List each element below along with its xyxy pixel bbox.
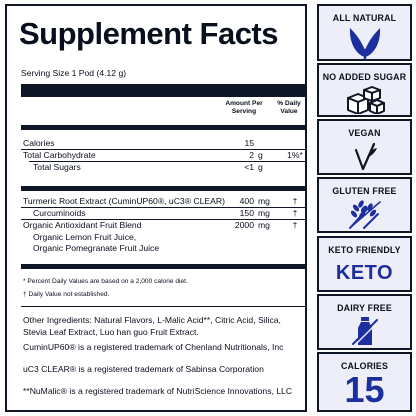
calories-value: 15 [344, 369, 385, 410]
sugar-cubes-icon [319, 86, 410, 112]
other-ingredients: Other Ingredients: Natural Flavors, L-Malic Acid**, Citric Acid, Silica, Stevia Leaf Extract, Luo han guo Fruit Extract. [23, 315, 281, 337]
fact-amount: 2000 [234, 220, 254, 230]
blend-item: Organic Lemon Fruit Juice, [33, 232, 137, 242]
wheat-icon [319, 200, 410, 228]
badge-vegan [317, 119, 412, 175]
badge-no-added-sugar [317, 63, 412, 117]
medium-rule [21, 264, 305, 269]
badge-label: NO ADDED SUGAR [322, 72, 407, 82]
fact-row-total-carbohydrate [7, 150, 307, 160]
keto-text [319, 260, 410, 287]
footnote-not-established: † Daily Value not established. [23, 291, 110, 298]
trademark-cuminup60: CuminUP60® is a registered trademark of Chenland Nutritionals, Inc [23, 342, 284, 352]
medium-rule [21, 186, 305, 191]
fact-unit: g [258, 162, 263, 172]
fact-label: Total Sugars [33, 162, 81, 172]
fact-row-calories [7, 138, 307, 148]
sprout-icon [319, 142, 410, 170]
badge-label: KETO FRIENDLY [328, 245, 401, 255]
fact-dv: † [292, 208, 298, 218]
fact-amount: <1 [244, 162, 254, 172]
fact-amount: 400 [239, 196, 254, 206]
fact-amount: 150 [239, 208, 254, 218]
fact-dv: † [292, 196, 298, 206]
badge-keto-friendly [317, 236, 412, 292]
thin-rule [21, 306, 305, 307]
supplement-facts-panel [5, 4, 307, 412]
blend-item: Organic Pomegranate Fruit Juice [33, 243, 160, 253]
keto-word: KETO [335, 262, 394, 284]
fact-amount: 2 [249, 150, 254, 160]
leaf-icon [319, 27, 410, 56]
trademark-uc3-clear: uC3 CLEAR® is a registered trademark of Sabinsa Corporation [23, 364, 264, 374]
fact-unit: mg [258, 220, 270, 230]
fact-row-total-sugars [7, 162, 307, 172]
fact-label: Calories [23, 138, 55, 148]
panel-title: Supplement Facts [19, 16, 278, 51]
daily-value-header: % Daily Value [277, 100, 301, 115]
badge-label: VEGAN [348, 128, 381, 138]
badge-calories [317, 352, 412, 412]
footnote-daily-values: * Percent Daily Values are based on a 2,000 calorie diet. [23, 278, 188, 285]
fact-row-antioxidant-fruit-blend [7, 220, 307, 230]
calories-number [319, 369, 410, 410]
serving-size: Serving Size 1 Pod (4.12 g) [21, 68, 127, 78]
thick-rule [21, 84, 305, 97]
badge-dairy-free [317, 294, 412, 350]
badge-all-natural [317, 4, 412, 61]
fact-unit: mg [258, 208, 270, 218]
trademark-numalic: **NuMalic® is a registered trademark of NutriScience Innovations, LLC [23, 386, 293, 396]
medium-rule [21, 125, 305, 130]
fact-dv: 1%* [287, 150, 303, 160]
badge-label: ALL NATURAL [332, 13, 397, 23]
fact-label: Curcuminoids [33, 208, 86, 218]
milk-bottle-icon [319, 317, 410, 345]
amount-per-serving-header: Amount Per Serving [225, 100, 263, 115]
fact-row-curcuminoids [7, 208, 307, 218]
fact-amount: 15 [244, 138, 254, 148]
fact-row-turmeric-root-extract [7, 196, 307, 206]
fact-label: Turmeric Root Extract (CuminUP60®, uC3® CLEAR) [23, 196, 225, 206]
badge-label: GLUTEN FREE [332, 186, 397, 196]
fact-label: Total Carbohydrate [23, 150, 96, 160]
fact-unit: mg [258, 196, 270, 206]
fact-label: Organic Antioxidant Fruit Blend [23, 220, 142, 230]
fact-dv: † [292, 220, 298, 230]
badge-label: DAIRY FREE [337, 303, 392, 313]
badge-label: CALORIES [340, 361, 389, 371]
fact-unit: g [258, 150, 263, 160]
badge-gluten-free [317, 177, 412, 233]
